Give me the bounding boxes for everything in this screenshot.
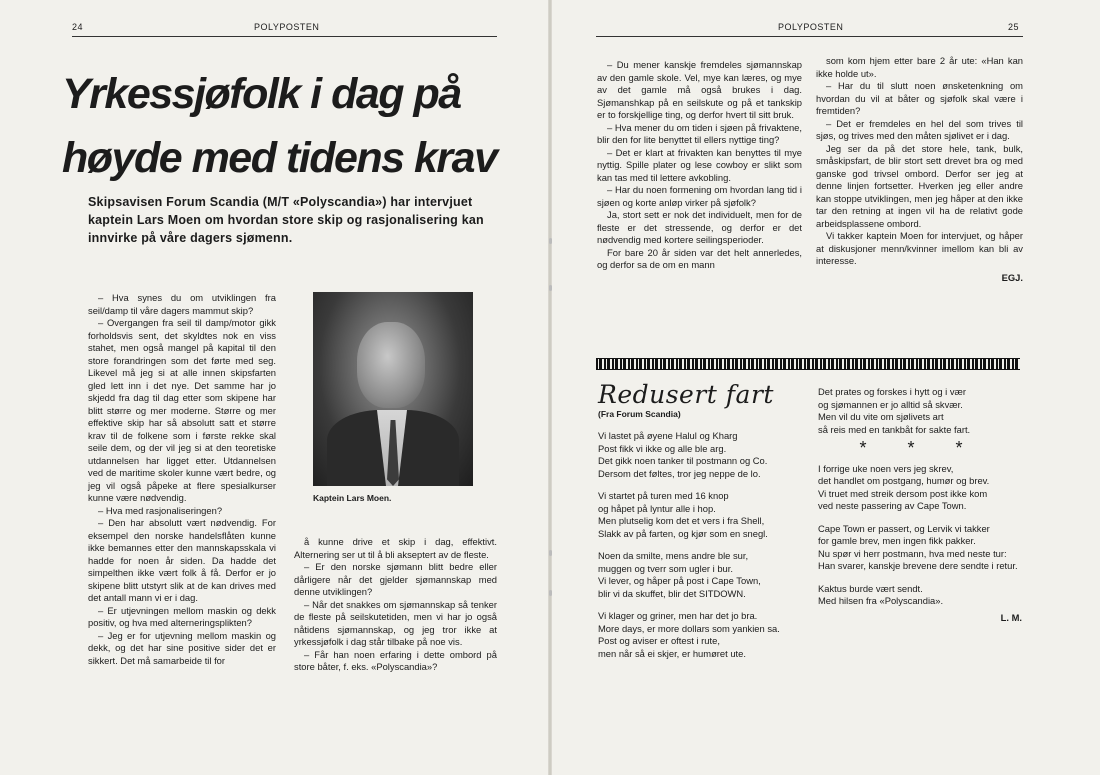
poem-line: Vi lever, og håper på post i Cape Town,: [598, 575, 761, 586]
paragraph: – Det er klart at frivakten kan benyttes til mye nyttig. Spille plater og lese cowboy er slikt som kan tas med til lettere avkobling.: [597, 146, 802, 183]
header-rule: [72, 36, 497, 37]
poem-line: Vi truet med streik dersom post ikke kom: [818, 487, 988, 499]
poem-column-1: [598, 430, 803, 660]
paragraph: For bare 20 år siden var det helt annerledes, og derfor sa de om en mann: [597, 246, 802, 270]
paragraph: – Jeg er for utjevning mellom maskin og dekk, og det har sine positive sider det er sikkert. Det må samarbeide til for: [88, 629, 276, 666]
paragraph: som kom hjem etter bare 2 år ute: «Han kan ikke holde ut».: [816, 55, 1023, 79]
paragraph: – Har du til slutt noen ønsketenkning om hvordan du vil at båter og sjøfolk skal være i fremtiden?: [816, 80, 1023, 116]
portrait-photo: [313, 292, 473, 486]
poem-source: (Fra Forum Scandia): [598, 409, 681, 419]
paragraph: Ja, stort sett er nok det individuelt, men for de fleste er det stressende, og derfor er det nødvendig med kortere seilingsperioder.: [597, 209, 802, 245]
paragraph: – Er den norske sjømann blitt bedre eller dårligere når det gjelder sjømannskap med denne utviklingen?: [294, 561, 497, 597]
paragraph: – Det er fremdeles en hel del som trives til sjøs, og trives med den måten sjølivet er i dag.: [816, 117, 1023, 141]
poem-line: Post og aviser er oftest i rute,: [598, 635, 720, 646]
poem-line: More days, er more dollars som yankien sa.: [598, 622, 780, 634]
poem-line: Vi startet på turen med 16 knop: [598, 490, 729, 501]
poem-line: og håpet på lyntur alle i hop.: [598, 502, 716, 514]
paragraph: – Får han noen erfaring i dette ombord på store båter, f. eks. «Polyscandia»?: [294, 648, 497, 672]
poem-line: Dersom det føltes, tror jeg neppe de lo.: [598, 467, 761, 479]
poem-line: Han svarer, kanskje brevene dere sendte i retur.: [818, 560, 1018, 571]
poem-line: blir vi da skuffet, blir det SITDOWN.: [598, 587, 746, 599]
article-title: Yrkessjøfolk i dag på høyde med tidens krav: [62, 70, 497, 182]
poem-line: og sjømannen er jo alltid så skvær.: [818, 398, 963, 410]
poem-line: for gamle brev, men ingen fikk pakker.: [818, 535, 976, 546]
paragraph: – Overgangen fra seil til damp/motor gikk forholdsvis sent, det skyldtes nok en viss stahet, men også mangel på kapital til den store forandringen som det førte med seg. Likevel må jeg si at alle innen skipsfarten gled lett inn i det nye. Det samme har jo skjedd fra dag til dag etter som skipene har blitt større og mer moderne. Større og mer effektive skip har så absolutt satt et større krav til de folkene som i første rekke skal seile dem, og der vil jeg si at den teoretiske utdannelsen har ligget etter. Utdannelsen ved de maritime skoler kunne vært bedre, og jeg vil også påpeke at flere spesialkurser kunne være nødvendig.: [88, 317, 276, 503]
interview-column-1: [597, 59, 802, 272]
paragraph: Jeg ser da på det store hele, tank, bulk, småskipsfart, de blir stort sett drevet bra og med ganske god trivsel ombord. Derfor ser jeg at denne linjen fortsetter. Hverken jeg eller andre kan stoppe utviklingen, men jeg håper at den ikke tar den retning at ingen vil ha de relativt gode arbeidsplassene ombord.: [816, 142, 1023, 229]
poem-line: Men vil du vite om sjølivets art: [818, 411, 944, 422]
paragraph: – Hva synes du om utviklingen fra seil/damp til våre dagers mammut skip?: [88, 292, 276, 316]
poem-column-2: [818, 386, 1022, 624]
section-stars: * * *: [859, 438, 981, 458]
poem-line: Kaktus burde vært sendt.: [818, 582, 923, 594]
paragraph: – Når det snakkes om sjømannskap så tenker de fleste på seilskutetiden, men vi har jo også nåtidens sjømannskap, og jeg tror ikke at yrkessjøfolk i dag står tilbake på noe vis.: [294, 598, 497, 647]
stanza-break: [818, 513, 1022, 523]
running-header: POLYPOSTEN: [778, 22, 844, 32]
stanza-break: [598, 540, 803, 550]
poem-line: ved neste passering av Cape Town.: [818, 500, 967, 511]
poem-line: Nu spør vi herr postmann, hva med neste tur:: [818, 547, 1007, 559]
poem-line: Cape Town er passert, og Lervik vi takker: [818, 522, 990, 534]
paragraph: Vi takker kaptein Moen for intervjuet, og håper at diskusjoner menn/kvinner imellom kan bli av interesse.: [816, 230, 1023, 266]
paragraph: å kunne drive et skip i dag, effektivt. Alternering ser ut til å bli akseptert av de fleste.: [294, 536, 497, 560]
poem-line: så reis med en tankbåt for sakte fart.: [818, 423, 971, 435]
paragraph: – Hva mener du om tiden i sjøen på frivaktene, blir den for lite benyttet til ellers nyttige ting?: [597, 121, 802, 145]
paragraph: – Hva med rasjonaliseringen?: [98, 504, 223, 516]
interview-signature: EGJ.: [1001, 271, 1023, 283]
poem-line: muggen og tverr som ugler i bur.: [598, 562, 733, 574]
page-number: 25: [1008, 22, 1020, 32]
article-lead: Skipsavisen Forum Scandia (M/T «Polyscandia») har intervjuet kaptein Lars Moen om hvordan store skip og rasjonalisering kan innvirke på våre dagers sjømenn.: [88, 195, 484, 245]
poem-line: men når så ei skjer, er humøret ute.: [598, 647, 746, 659]
poem-line: Noen da smilte, mens andre ble sur,: [598, 550, 749, 561]
poem-line: Vi lastet på øyene Halul og Kharg: [598, 430, 738, 441]
page-number: 24: [72, 22, 84, 32]
poem-line: Med hilsen fra «Polyscandia».: [818, 595, 944, 606]
poem-title: Redusert fart: [598, 380, 774, 409]
poem-line: Men plutselig kom det et vers i fra Shell,: [598, 515, 765, 526]
paragraph: – Du mener kanskje fremdeles sjømannskap av den gamle skole. Vel, mye kan læres, og mye av det gamle må også brukes i dag. Sjømanshkap på en seilskute og på et tankskip er to forskjellige ting, og derfor hvert til sitt bruk.: [597, 59, 802, 120]
poem-line: Vi klager og griner, men har det jo bra.: [598, 610, 758, 621]
running-header: POLYPOSTEN: [254, 22, 320, 32]
poem-line: I forrige uke noen vers jeg skrev,: [818, 462, 954, 474]
poem-line: Det prates og forskes i hytt og i vær: [818, 386, 966, 397]
poem-line: Det gikk noen tanker til postmann og Co.: [598, 455, 768, 466]
interview-column-2: [816, 55, 1023, 284]
header-rule: [596, 36, 1023, 37]
poem-line: Slakk av på farten, og kjør som en snegl.: [598, 527, 768, 539]
stanza-break: [598, 600, 803, 610]
stanza-break: [818, 573, 1022, 583]
paragraph: – Har du noen formening om hvordan lang tid i sjøen og korte anløp virker på sjøfolk?: [597, 184, 802, 208]
decorative-border: [596, 358, 1020, 370]
article-column-1: [88, 292, 276, 667]
paragraph: – Den har absolutt vært nødvendig. For eksempel den norske handelsflåten kunne ikke bemannes etter den mannskapsskala vi hadde for noen år siden. Da hadde det simpelthen ikke vært folk å få. Derfor er jo skipene blitt utstyrt slik at de kan drives med det antall mann vi er i dag.: [88, 517, 276, 603]
poem-signature: L. M.: [1000, 611, 1022, 623]
article-column-2: [294, 536, 497, 674]
paragraph: – Er utjevningen mellom maskin og dekk positiv, og hva med alterneringsplikten?: [88, 604, 276, 628]
photo-caption: Kaptein Lars Moen.: [313, 493, 392, 503]
poem-line: det handlet om postgang, humør og brev.: [818, 475, 990, 486]
poem-line: Post fikk vi ikke og alle ble arg.: [598, 442, 727, 454]
stanza-break: [598, 480, 803, 490]
